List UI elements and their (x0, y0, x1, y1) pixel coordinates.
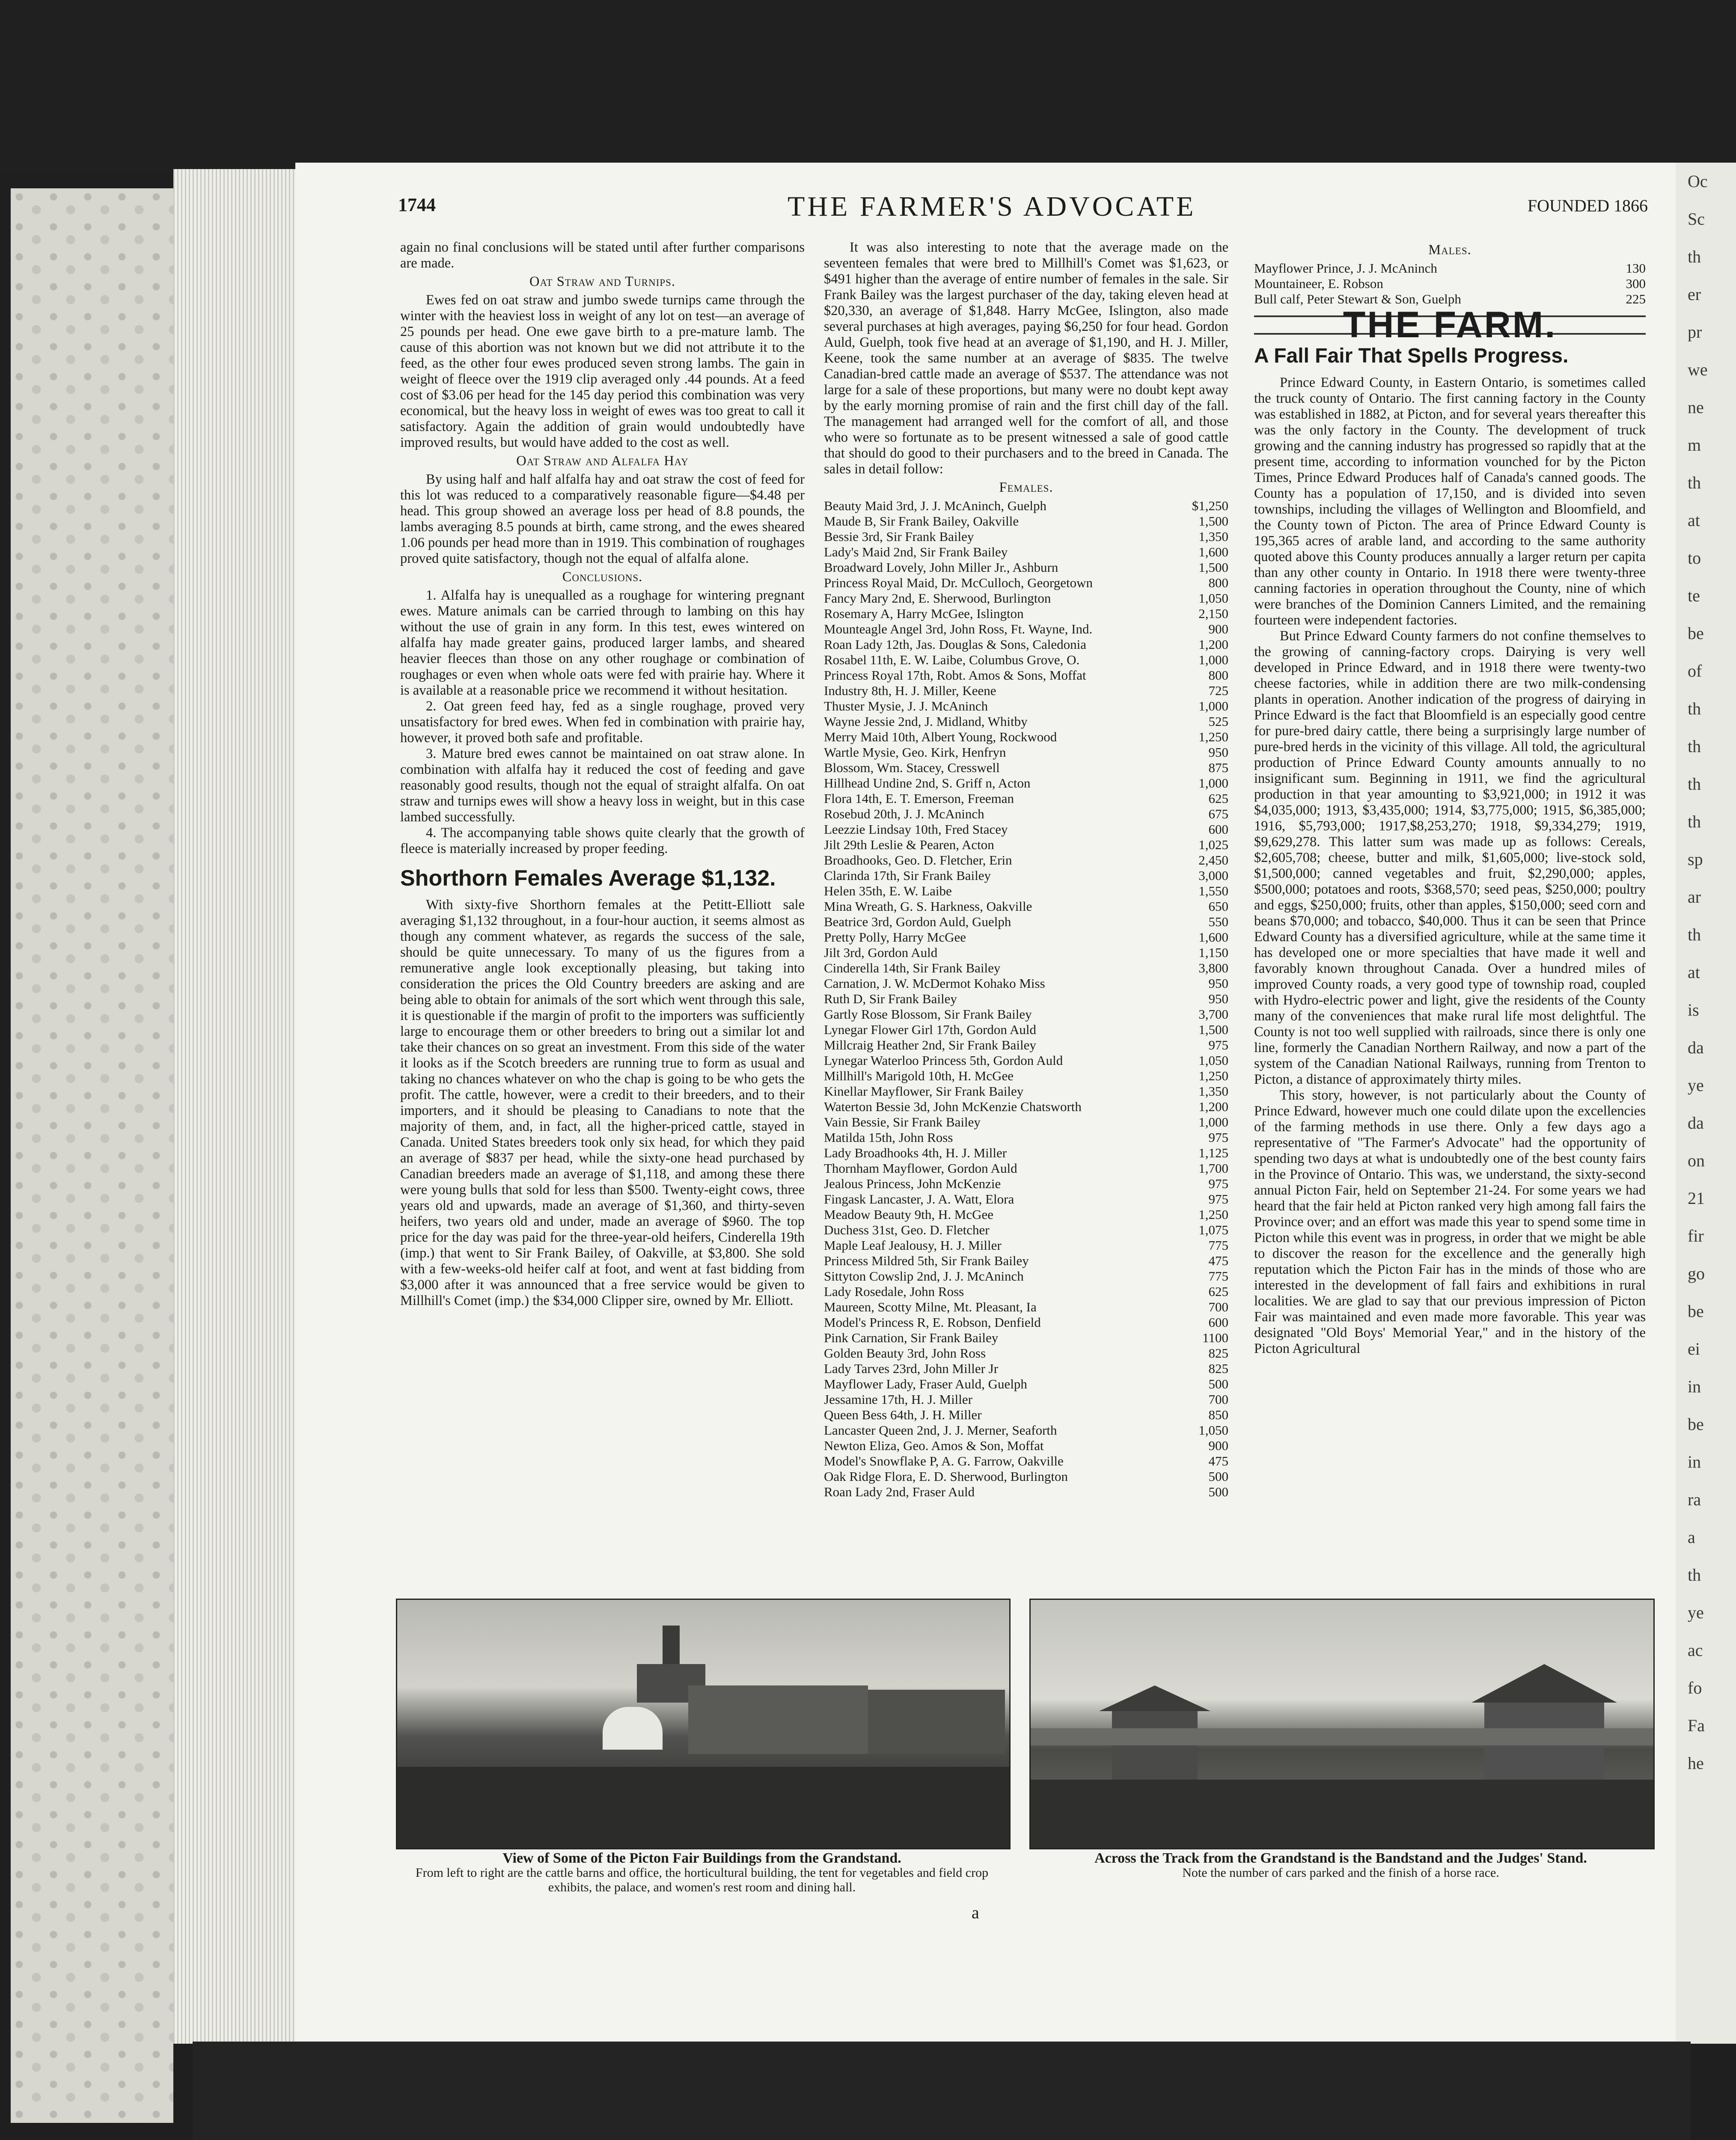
sale-price: 1,350 (1198, 529, 1228, 544)
animal-and-buyer: Pretty Polly, Harry McGee (824, 930, 966, 945)
sale-price: 3,800 (1198, 960, 1228, 975)
sale-price: 950 (1208, 745, 1228, 760)
females-sales-table (824, 498, 1228, 1500)
paragraph: 4. The accompanying table shows quite clearly that the growth of fleece is materially increased by proper feeding. (400, 825, 805, 856)
paragraph: Prince Edward County, in Eastern Ontario, is sometimes called the truck county of Ontario. The first canning factory in the County was established in 1882, at Picton, and for several years thereafter this was the only factory in the County. The development of truck growing and the canning industry has progressed so rapidly that at the present time, according to information vounched for by the Picton Times, Prince Edward Produces half of Canada's canned goods. The County has a population of 17,150, and is divided into seven townships, including the villages of Wellington and Bloomfield, and the County town of Picton. The area of Prince Edward County is 195,365 acres of arable land, and according to the same authority quoted above this County produces annually a larger return per capita than any other county in Ontario. In 1918 there were twenty-three canning factories in operation throughout the County, nine of which were branches of the Dominion Canners Limited, and the remaining fourteen were independent factories. (1254, 375, 1646, 628)
sale-price: 600 (1208, 822, 1228, 837)
sale-row (824, 1284, 1228, 1299)
masthead (398, 190, 1648, 223)
facing-page-text-fragment: Fa (1688, 1716, 1705, 1735)
sale-price: 975 (1208, 1176, 1228, 1191)
animal-and-buyer: Lady Tarves 23rd, John Miller Jr (824, 1361, 999, 1376)
sale-row (824, 1438, 1228, 1453)
facing-page-text-fragment: on (1688, 1151, 1705, 1170)
sale-price: 500 (1208, 1376, 1228, 1391)
sale-row (824, 1007, 1228, 1022)
animal-and-buyer: Matilda 15th, John Ross (824, 1130, 953, 1145)
sale-row (824, 1469, 1228, 1484)
facing-page-text-fragment: da (1688, 1038, 1704, 1057)
animal-and-buyer: Merry Maid 10th, Albert Young, Rockwood (824, 729, 1057, 744)
facing-page-text-fragment: fir (1688, 1226, 1704, 1245)
paragraph: 3. Mature bred ewes cannot be maintained on oat straw alone. In combination with alfalfa hay it reduced the cost of feeding and gave reasonably good results, though not the equal of straight alfalfa. On oat straw and turnips ewes will show a heavy loss in weight, but in this case lambed successfully. (400, 746, 805, 825)
sale-price: 975 (1208, 1192, 1228, 1207)
sale-price: 1,250 (1198, 729, 1228, 744)
sale-price: 975 (1208, 1130, 1228, 1145)
animal-and-buyer: Lady Rosedale, John Ross (824, 1284, 964, 1299)
sale-row (824, 698, 1228, 714)
sale-price: 1,000 (1198, 652, 1228, 667)
facing-page-text-fragment: be (1688, 1415, 1704, 1434)
sale-price: 475 (1208, 1453, 1228, 1468)
sale-row (824, 1423, 1228, 1438)
sale-row (824, 837, 1228, 853)
sale-price: 1,050 (1198, 591, 1228, 606)
animal-and-buyer: Broadhooks, Geo. D. Fletcher, Erin (824, 853, 1012, 868)
sale-price: 1,500 (1198, 560, 1228, 575)
caption-title: View of Some of the Picton Fair Buildings from the Grandstand. (502, 1850, 901, 1866)
column-3 (1254, 240, 1646, 1357)
animal-and-buyer: Duchess 31st, Geo. D. Fletcher (824, 1222, 990, 1237)
sale-price: 1,200 (1198, 1099, 1228, 1114)
animal-and-buyer: Mounteagle Angel 3rd, John Ross, Ft. Wayne, Ind. (824, 621, 1093, 636)
sale-price: 3,000 (1198, 868, 1228, 883)
sale-row (824, 1330, 1228, 1346)
sale-row (824, 498, 1228, 514)
sale-price: 1,200 (1198, 637, 1228, 652)
sale-price: 500 (1208, 1484, 1228, 1499)
sale-price: 825 (1208, 1361, 1228, 1376)
sale-row (1254, 261, 1646, 276)
facing-page-text-fragment: Oc (1688, 172, 1708, 191)
sale-price: 875 (1208, 760, 1228, 775)
animal-and-buyer: Kinellar Mayflower, Sir Frank Bailey (824, 1084, 1024, 1099)
marbled-endpaper (11, 188, 173, 2123)
dark-background (0, 0, 1736, 171)
facing-page-text-fragment: ac (1688, 1641, 1703, 1660)
animal-and-buyer: Lady Broadhooks 4th, H. J. Miller (824, 1145, 1007, 1160)
sale-price: 950 (1208, 976, 1228, 991)
sale-row (824, 1299, 1228, 1315)
sale-price: 700 (1208, 1392, 1228, 1407)
animal-and-buyer: Model's Princess R, E. Robson, Denfield (824, 1315, 1041, 1330)
facing-page-text-fragment: at (1688, 963, 1700, 982)
animal-and-buyer: Mountaineer, E. Robson (1254, 276, 1383, 291)
sale-row (824, 1115, 1228, 1130)
sale-row (824, 591, 1228, 606)
sale-price: 1,125 (1198, 1145, 1228, 1160)
facing-page-text-fragment: th (1688, 774, 1701, 794)
animal-and-buyer: Waterton Bessie 3d, John McKenzie Chatsworth (824, 1099, 1082, 1114)
sale-row (824, 1192, 1228, 1207)
section-title: THE FARM. (1254, 315, 1646, 335)
book-page-edges (173, 169, 297, 2044)
sale-price: 1,000 (1198, 1115, 1228, 1129)
sale-price: 2,150 (1198, 606, 1228, 621)
animal-and-buyer: Maude B, Sir Frank Bailey, Oakville (824, 514, 1019, 529)
sale-price: 1,350 (1198, 1084, 1228, 1099)
sale-price: 625 (1208, 791, 1228, 806)
left-photo-caption (396, 1851, 1008, 1895)
sale-price: 975 (1208, 1037, 1228, 1052)
sale-price: 650 (1208, 899, 1228, 914)
animal-and-buyer: Pink Carnation, Sir Frank Bailey (824, 1330, 999, 1345)
sale-row (824, 853, 1228, 868)
sale-price: 1,050 (1198, 1053, 1228, 1068)
facing-page-text-fragment: ar (1688, 887, 1701, 907)
caption-title: Across the Track from the Grandstand is the Bandstand and the Judges' Stand. (1094, 1850, 1587, 1866)
animal-and-buyer: Mayflower Lady, Fraser Auld, Guelph (824, 1376, 1027, 1391)
sale-price: 800 (1208, 668, 1228, 683)
facing-page-text-fragment: be (1688, 624, 1704, 643)
sale-price: 525 (1208, 714, 1228, 729)
sale-row (824, 1022, 1228, 1037)
facing-page-text-fragment: ye (1688, 1603, 1704, 1622)
sale-row (824, 606, 1228, 621)
sale-row (824, 776, 1228, 791)
sale-price: 1,500 (1198, 514, 1228, 529)
caption-note: From left to right are the cattle barns and office, the horticultural building, the tent for vegetables and field crop exhibits, the palace, and women's rest room and dining hall. (415, 1866, 989, 1894)
dark-background (193, 2042, 1691, 2140)
facing-page-text-fragment: fo (1688, 1678, 1702, 1697)
sale-row (824, 621, 1228, 637)
paragraph: 1. Alfalfa hay is unequalled as a roughage for wintering pregnant ewes. Mature animals can be carried through to lambing on this hay without the use of grain in any form. In this test, ewes wintered on alfalfa hay made greater gains, produced larger lambs, and sheared heavier fleeces than those on any other roughage or combination of roughages or even when whole oats were fed with prairie hay. Where it is available at a reasonable price we recommend it without hesitation. (400, 588, 805, 698)
animal-and-buyer: Cinderella 14th, Sir Frank Bailey (824, 960, 1001, 975)
photo-band (396, 1599, 1652, 1847)
animal-and-buyer: Helen 35th, E. W. Laibe (824, 883, 952, 898)
sale-row (1254, 276, 1646, 291)
animal-and-buyer: Hillhead Undine 2nd, S. Griff n, Acton (824, 776, 1031, 791)
sale-price: 625 (1208, 1284, 1228, 1299)
subheading: Females. (999, 480, 1053, 495)
sale-row (824, 760, 1228, 776)
sale-row (824, 868, 1228, 883)
sale-row (824, 1130, 1228, 1145)
sale-row (824, 1145, 1228, 1161)
sale-price: 950 (1208, 991, 1228, 1006)
animal-and-buyer: Fancy Mary 2nd, E. Sherwood, Burlington (824, 591, 1051, 606)
facing-page-text-fragment: in (1688, 1452, 1701, 1471)
sale-row (824, 729, 1228, 745)
sale-price: 850 (1208, 1407, 1228, 1422)
sale-row (824, 529, 1228, 544)
sale-price: 800 (1208, 575, 1228, 590)
sale-row (824, 1315, 1228, 1330)
animal-and-buyer: Gartly Rose Blossom, Sir Frank Bailey (824, 1007, 1032, 1022)
paragraph: By using half and half alfalfa hay and oat straw the cost of feed for this lot was reduced to a comparatively reasonable figure—$4.48 per head. This group showed an average loss per head of 8.8 pounds, the lambs averaging 8.5 pounds at birth, came strong, and the ewes sheared 1.06 pounds per head more than in 1919. This combination of roughages proved quite satisfactory, though not the equal of alfalfa alone. (400, 472, 805, 566)
column-1 (400, 240, 805, 1309)
sale-price: 725 (1208, 683, 1228, 698)
facing-page-text-fragment: Sc (1688, 209, 1705, 229)
sale-row (824, 1161, 1228, 1176)
facing-page-text-fragment: ye (1688, 1076, 1704, 1095)
sale-price: 1,075 (1198, 1222, 1228, 1237)
sale-row (824, 822, 1228, 837)
subheading: Oat Straw and Alfalfa Hay (516, 453, 689, 469)
animal-and-buyer: Roan Lady 12th, Jas. Douglas & Sons, Caledonia (824, 637, 1087, 652)
bandstand-photo (1029, 1599, 1655, 1849)
animal-and-buyer: Mina Wreath, G. S. Harkness, Oakville (824, 899, 1032, 914)
sale-price: 675 (1208, 806, 1228, 821)
animal-and-buyer: Lynegar Waterloo Princess 5th, Gordon Auld (824, 1053, 1063, 1068)
animal-and-buyer: Beatrice 3rd, Gordon Auld, Guelph (824, 914, 1011, 929)
animal-and-buyer: Jealous Princess, John McKenzie (824, 1176, 1001, 1191)
animal-and-buyer: Carnation, J. W. McDermot Kohako Miss (824, 976, 1045, 991)
sale-price: 775 (1208, 1269, 1228, 1284)
animal-and-buyer: Roan Lady 2nd, Fraser Auld (824, 1484, 975, 1499)
facing-page-text-fragment: ne (1688, 398, 1704, 417)
sale-row (824, 1222, 1228, 1238)
right-photo-caption (1029, 1851, 1652, 1880)
paragraph: With sixty-five Shorthorn females at the Petitt-Elliott sale averaging $1,132 throughout, in a four-hour auction, it seems almost as though any comment whatever, as regards the success of the sale, should be quite unnecessary. To many of us the figures from a remunerative angle look exceptionally pleasing, but taking into consideration the prices the Old Country breeders are asking and are being able to obtain for animals of the sort which went through this sale, it is questionable if the margin of profit to the importers was sufficiently large to encourage them or other breeders to bring out a similar lot and take their chances on so great an investment. From this side of the water it looks as if the Scotch breeders are running true to form as usual and taking no chances whatever on who the chap is going to be who gets the profit. The cattle, however, were a credit to their breeders, and to their importers, and it should be pleasing to Canadians to note that the majority of them, and, in fact, all the higher-priced cattle, stayed in Canada. United States breeders took only six head, for which they paid an average of $837 per head, while the sixty-one head purchased by Canadian breeders made an average of $1,118, and among these there were young bulls that sold for less than $500. Twenty-eight cows, three years old and upwards, made an average of $1,360, and thirty-seven heifers, two years old and under, made an average of $960. The top price for the day was paid for the three-year-old heifers, Cinderella 19th (imp.) that went to Sir Frank Bailey, of Oakville, at $3,800. She sold with a few-weeks-old heifer calf at foot, and went at fast bidding from $3,000 after it was announced that a free service would be given to Millhill's Comet (imp.) the $34,000 Clipper sire, owned by Mr. Elliott. (400, 897, 805, 1308)
animal-and-buyer: Rosebud 20th, J. J. McAninch (824, 806, 984, 821)
sale-price: 1,500 (1198, 1022, 1228, 1037)
animal-and-buyer: Sittyton Cowslip 2nd, J. J. McAninch (824, 1269, 1024, 1284)
sale-price: 500 (1208, 1469, 1228, 1484)
sale-price: 1,050 (1198, 1423, 1228, 1438)
animal-and-buyer: Thornham Mayflower, Gordon Auld (824, 1161, 1017, 1176)
sale-row (824, 806, 1228, 822)
sale-row (824, 1084, 1228, 1099)
facing-page-text-fragment: to (1688, 548, 1701, 568)
animal-and-buyer: Thuster Mysie, J. J. McAninch (824, 698, 988, 713)
animal-and-buyer: Broadward Lovely, John Miller Jr., Ashburn (824, 560, 1058, 575)
sale-price: 1,000 (1198, 776, 1228, 791)
sale-price: 900 (1208, 621, 1228, 636)
animal-and-buyer: Wayne Jessie 2nd, J. Midland, Whitby (824, 714, 1028, 729)
animal-and-buyer: Maple Leaf Jealousy, H. J. Miller (824, 1238, 1002, 1253)
sale-row (824, 1453, 1228, 1469)
animal-and-buyer: Newton Eliza, Geo. Amos & Son, Moffat (824, 1438, 1044, 1453)
animal-and-buyer: Rosemary A, Harry McGee, Islington (824, 606, 1024, 621)
sale-row (824, 1253, 1228, 1269)
facing-page-text-fragment: th (1688, 473, 1701, 492)
sale-price: 900 (1208, 1438, 1228, 1453)
sale-price: 130 (1626, 261, 1646, 276)
sale-row (824, 560, 1228, 575)
sale-price: 225 (1626, 291, 1646, 306)
animal-and-buyer: Vain Bessie, Sir Frank Bailey (824, 1115, 981, 1129)
facing-page-text-fragment: ei (1688, 1339, 1700, 1358)
facing-page-text-fragment: we (1688, 360, 1708, 379)
animal-and-buyer: Clarinda 17th, Sir Frank Bailey (824, 868, 991, 883)
facing-page-text-fragment: sp (1688, 850, 1703, 869)
facing-page-text-fragment: pr (1688, 322, 1702, 342)
animal-and-buyer: Leezzie Lindsay 10th, Fred Stacey (824, 822, 1008, 837)
sale-price: 2,450 (1198, 853, 1228, 868)
sale-row (824, 1392, 1228, 1407)
sale-row (824, 1407, 1228, 1423)
sale-row (824, 1361, 1228, 1376)
facing-page-text-fragment: is (1688, 1000, 1699, 1019)
sale-price: 1,025 (1198, 837, 1228, 852)
sale-price: 475 (1208, 1253, 1228, 1268)
facing-page-text-fragment: er (1688, 285, 1701, 304)
facing-page-text-fragment: a (1688, 1528, 1695, 1547)
sale-row (824, 544, 1228, 560)
animal-and-buyer: Meadow Beauty 9th, H. McGee (824, 1207, 994, 1222)
sale-row (824, 1176, 1228, 1192)
page-number: 1744 (398, 194, 436, 215)
sale-price: 600 (1208, 1315, 1228, 1330)
sale-price: 700 (1208, 1299, 1228, 1314)
sale-row (824, 575, 1228, 591)
subheading: Oat Straw and Turnips. (529, 274, 675, 289)
sale-row (824, 652, 1228, 668)
sale-price: 1,250 (1198, 1068, 1228, 1083)
paragraph: It was also interesting to note that the average made on the seventeen females that were bred to Millhill's Comet was $1,623, or $491 higher than the average of entire number of females in the sale. Sir Frank Bailey was the largest purchaser of the day, taking eleven head at $20,330, an average of $1,848. Harry McGee, Islington, also made several purchases at high averages, paying $6,250 for four head. Gordon Auld, Guelph, took five head at an average of $1,190, and H. J. Miller, Keene, took the same number at an average of $835. The twelve Canadian-bred cattle made an average of $537. The attendance was not large for a sale of these proportions, but many were no doubt kept away by the early morning promise of rain and the first chill day of the fall. The management had arranged well for the comfort of all, and those who were so fortunate as to be present witnessed a sale of good cattle that should do good to their purchasers and to the breed in Canada. The sales in detail follow: (824, 240, 1228, 477)
facing-page-text-fragment: be (1688, 1302, 1704, 1321)
sale-row (824, 914, 1228, 930)
animal-and-buyer: Ruth D, Sir Frank Bailey (824, 991, 957, 1006)
sale-row (824, 1207, 1228, 1222)
animal-and-buyer: Bessie 3rd, Sir Frank Bailey (824, 529, 974, 544)
sale-row (824, 1053, 1228, 1068)
animal-and-buyer: Queen Bess 64th, J. H. Miller (824, 1407, 982, 1422)
sale-price: 825 (1208, 1346, 1228, 1361)
facing-page-text-fragment: th (1688, 812, 1701, 831)
sale-price: 550 (1208, 914, 1228, 929)
column-2 (824, 240, 1228, 1500)
sale-price: 1,550 (1198, 883, 1228, 898)
sale-row (824, 1037, 1228, 1053)
animal-and-buyer: Oak Ridge Flora, E. D. Sherwood, Burlington (824, 1469, 1068, 1484)
animal-and-buyer: Bull calf, Peter Stewart & Son, Guelph (1254, 291, 1461, 306)
sale-row (824, 1346, 1228, 1361)
facing-page-text-fragment: th (1688, 737, 1701, 756)
sale-row (824, 514, 1228, 529)
animal-and-buyer: Rosabel 11th, E. W. Laibe, Columbus Grove, O. (824, 652, 1080, 667)
article-headline: Shorthorn Females Average $1,132. (400, 866, 776, 891)
facing-page-text-fragment: da (1688, 1113, 1704, 1132)
sale-row (824, 930, 1228, 945)
sale-row (824, 683, 1228, 698)
animal-and-buyer: Millcraig Heather 2nd, Sir Frank Bailey (824, 1037, 1036, 1052)
facing-page-text-fragment: 21 (1688, 1189, 1705, 1208)
subheading: Males. (1428, 242, 1471, 258)
sale-row (824, 714, 1228, 729)
animal-and-buyer: Lynegar Flower Girl 17th, Gordon Auld (824, 1022, 1036, 1037)
sale-price: 1,600 (1198, 544, 1228, 559)
sale-row (824, 791, 1228, 806)
animal-and-buyer: Beauty Maid 3rd, J. J. McAninch, Guelph (824, 498, 1047, 513)
facing-page-text-fragment: in (1688, 1377, 1701, 1396)
sale-row (824, 1099, 1228, 1115)
facing-page-text-fragment: of (1688, 661, 1702, 681)
sale-price: 1,700 (1198, 1161, 1228, 1176)
facing-page-text-fragment: at (1688, 511, 1700, 530)
paragraph: 2. Oat green feed hay, fed as a single roughage, proved very unsatisfactory for bred ewes. When fed in combination with prairie hay, however, it proved both safe and profitable. (400, 698, 805, 746)
animal-and-buyer: Lancaster Queen 2nd, J. J. Merner, Seaforth (824, 1423, 1057, 1438)
animal-and-buyer: Industry 8th, H. J. Miller, Keene (824, 683, 996, 698)
sale-price: 3,700 (1198, 1007, 1228, 1022)
sale-row (824, 1068, 1228, 1084)
sale-row (824, 1484, 1228, 1500)
sale-row (824, 945, 1228, 960)
animal-and-buyer: Golden Beauty 3rd, John Ross (824, 1346, 986, 1361)
sale-price: 1,600 (1198, 930, 1228, 945)
sale-price: $1,250 (1192, 498, 1228, 513)
journal-title: THE FARMER'S ADVOCATE (788, 191, 1196, 222)
animal-and-buyer: Mayflower Prince, J. J. McAninch (1254, 261, 1437, 276)
animal-and-buyer: Fingask Lancaster, J. A. Watt, Elora (824, 1192, 1014, 1207)
animal-and-buyer: Princess Mildred 5th, Sir Frank Bailey (824, 1253, 1029, 1268)
animal-and-buyer: Princess Royal Maid, Dr. McCulloch, Georgetown (824, 575, 1093, 590)
founded-note: FOUNDED 1866 (1527, 196, 1648, 215)
sale-row (824, 668, 1228, 683)
sale-price: 1,000 (1198, 698, 1228, 713)
animal-and-buyer: Jessamine 17th, H. J. Miller (824, 1392, 972, 1407)
paragraph: again no final conclusions will be stated until after further comparisons are made. (400, 240, 805, 271)
sale-row (824, 899, 1228, 914)
facing-page-text-fragment: th (1688, 1565, 1701, 1584)
sale-price: 1,150 (1198, 945, 1228, 960)
animal-and-buyer: Princess Royal 17th, Robt. Amos & Sons, Moffat (824, 668, 1086, 683)
animal-and-buyer: Model's Snowflake P, A. G. Farrow, Oakville (824, 1453, 1064, 1468)
facing-page-text-fragment: ra (1688, 1490, 1701, 1509)
sale-row (824, 883, 1228, 899)
sale-row (824, 1376, 1228, 1392)
article-headline: A Fall Fair That Spells Progress. (1254, 345, 1569, 367)
sale-row (824, 991, 1228, 1007)
facing-page-text-fragment: m (1688, 435, 1701, 455)
paragraph: Ewes fed on oat straw and jumbo swede turnips came through the winter with the heaviest loss in weight of any lot on test—an average of 25 pounds per head. One ewe gave birth to a pre-mature lamb. The cause of this abortion was not known but we did not attribute it to the feed, as the other four ewes produced seven strong lambs. The gain in weight of fleece over the 1919 clip averaged only .44 pounds. At a feed cost of $3.06 per head for the 145 day period this combination was very economical, but the heavy loss in weight of ewes was too great to call it satisfactory. Again the addition of grain would undoubtedly have improved results, but would have added to the cost as well. (400, 292, 805, 450)
paragraph: But Prince Edward County farmers do not confine themselves to the growing of canning-factory crops. Dairying is very well developed in Prince Edward, and in 1918 there were twenty-two cheese factories, while in addition there are two milk-condensing plants in operation. Another indication of the progress of dairying in Prince Edward is the fact that Bloomfield is an especially good centre for pure-bred dairy cattle, there being a surprisingly large number of pure-bred herds in the vicinity of this village. All told, the agricultural production of Prince Edward County amounts annually to no insignificant sum. Beginning in 1911, we find the agricultural production in that year amounting to $3,921,000; in 1912 it was $4,035,000; 1913, $3,435,000; 1914, $3,775,000; 1915, $6,385,000; 1916, $5,793,000; 1917,$8,253,270; 1918, $9,334,279; 1919, $9,629,278. This latter sum was made up as follows: Cereals, $2,605,708; cheese, butter and milk, $1,605,000; live-stock sold, $1,500,000; canned vegetables and fruit, $2,290,000; apples, $500,000; potatoes and roots, $368,570; seed peas, $250,000; poultry and eggs, $250,000; fruits, other than apples, $150,000; seed corn and beans $70,000; and tobacco, $40,000. Thus it can be seen that Prince Edward County has a diversified agriculture, while at the same time it has developed one or more specialties that have made it well and favorably known throughout Canada. Over a hundred miles of improved County roads, a very good type of township road, coupled with Hydro-electric power and light, give the residents of the County many of the conveniences that make rural life most delightful. The County is not too well supplied with railroads, since there is only one line, formerly the Canadian Northern Railway, and now a part of the system of the Canadian National Railways, running from Trenton to Picton, a distance of approximately thirty miles. (1254, 628, 1646, 1087)
animal-and-buyer: Lady's Maid 2nd, Sir Frank Bailey (824, 544, 1008, 559)
paragraph: This story, however, is not particularly about the County of Prince Edward, however much one could dilate upon the excellencies of the farming methods in use there. Only a few days ago a representative of "The Farmer's Advocate" had the opportunity of spending two days at what is undoubtedly one of the best county fairs in the Province of Ontario. This was, we understand, the sixty-second annual Picton Fair, held on September 21-24. For some years we had heard that the fair held at Picton ranked very high among fall fairs the Province over; and an effort was made this year to spend some time in Picton while this event was in progress, in order that we might be able to discover the reason for the excellence and the generally high reputation which the Picton Fair has in the minds of those who are interested in the development of fall fairs and exhibitions in rural localities. We are glad to say that our previous impression of Picton Fair was maintained and even made more favorable. This year was designated "Old Boys' Memorial Year," and in the history of the Picton Agricultural (1254, 1088, 1646, 1356)
subheading: Conclusions. (562, 569, 643, 585)
sale-row (824, 960, 1228, 976)
animal-and-buyer: Jilt 3rd, Gordon Auld (824, 945, 938, 960)
animal-and-buyer: Millhill's Marigold 10th, H. McGee (824, 1068, 1014, 1083)
animal-and-buyer: Maureen, Scotty Milne, Mt. Pleasant, Ia (824, 1299, 1037, 1314)
sale-price: 1100 (1202, 1330, 1228, 1345)
animal-and-buyer: Flora 14th, E. T. Emerson, Freeman (824, 791, 1014, 806)
facing-page-text-fragment: th (1688, 925, 1701, 944)
facing-page-text-fragment: th (1688, 247, 1701, 266)
animal-and-buyer: Wartle Mysie, Geo. Kirk, Henfryn (824, 745, 1006, 760)
animal-and-buyer: Blossom, Wm. Stacey, Cresswell (824, 760, 1000, 775)
sale-row (824, 1269, 1228, 1284)
printer-signature: a (972, 1903, 979, 1922)
facing-page-text-fragment: th (1688, 699, 1701, 718)
sale-row (824, 637, 1228, 652)
facing-page-text-fragment: go (1688, 1264, 1705, 1283)
sale-row (824, 745, 1228, 760)
sale-row (824, 976, 1228, 991)
sale-row (824, 1238, 1228, 1253)
sale-price: 775 (1208, 1238, 1228, 1253)
sale-price: 1,250 (1198, 1207, 1228, 1222)
caption-note: Note the number of cars parked and the finish of a horse race. (1182, 1866, 1499, 1880)
sale-price: 300 (1626, 276, 1646, 291)
fair-buildings-photo (396, 1599, 1011, 1849)
facing-page-text-fragment: te (1688, 586, 1700, 605)
facing-page-text-fragment: he (1688, 1754, 1704, 1773)
facing-page-fragment (1676, 163, 1736, 2044)
animal-and-buyer: Jilt 29th Leslie & Pearen, Acton (824, 837, 994, 852)
males-sales-table (1254, 261, 1646, 307)
